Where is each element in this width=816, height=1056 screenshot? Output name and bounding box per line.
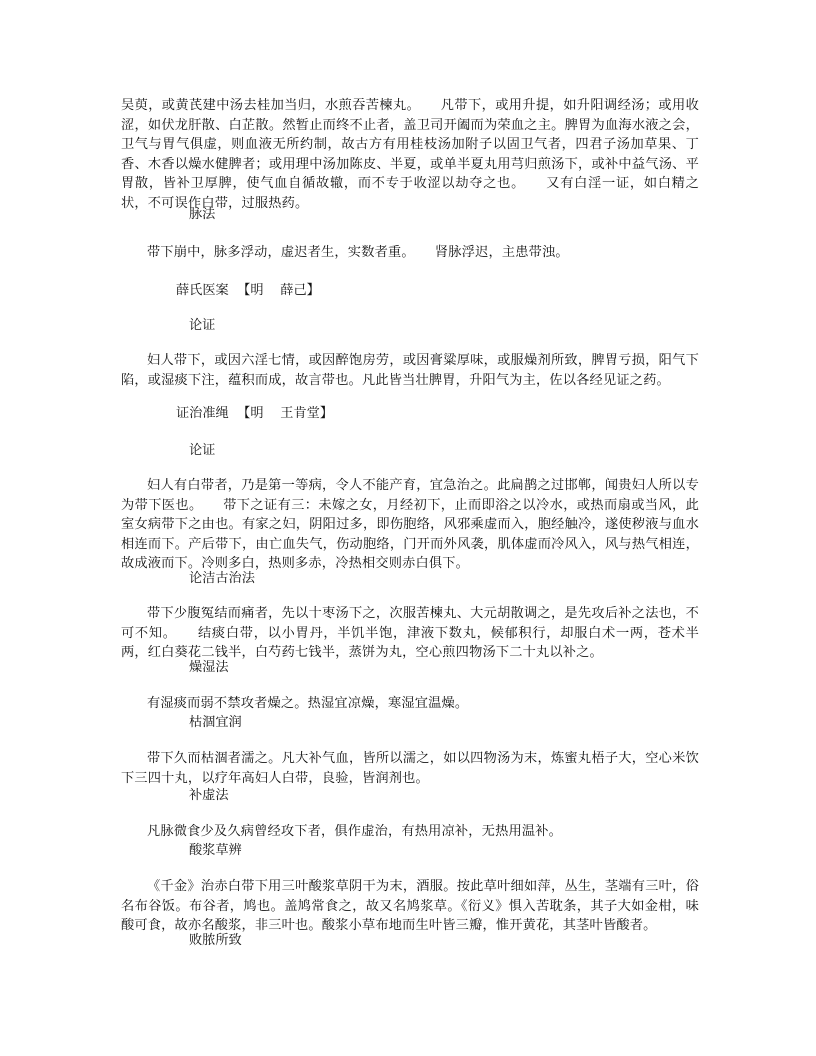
section-heading-maifa: 脉法 [189,207,216,222]
section-heading-jiegu: 论洁古治法 [189,571,255,586]
source-dynasty: 明 [250,406,264,421]
source-bracket-open: 【 [237,406,251,421]
section-heading-suanjiang: 酸浆草辨 [189,843,242,858]
source-title: 证治准绳 [176,406,229,421]
section-heading-kuhe: 枯涸宜润 [189,715,242,730]
source-title: 薛氏医案 [176,283,229,298]
section-heading-lunzheng-2: 论证 [189,443,216,458]
paragraph-jiegu: 带下少腹冤结而痛者，先以十枣汤下之，次服苦楝丸、大元胡散调之，是先攻后补之法也，不可不知。 结痰白带，以小胃丹，半饥半饱，津液下数丸，候郁积行，却服白术一两，苍术半两，红白葵花二钱半，白芍药七钱半，蒸饼为丸，空心煎四物汤下二十丸以补之。 [121,606,699,660]
paragraph-lunzheng-zhengzhi: 妇人有白带者，乃是第一等病，令人不能产育，宜急治之。此扁鹊之过邯郸，闻贵妇人所以专为带下医也。 带下之证有三：未嫁之女，月经初下，止而即浴之以冷水，或热而扇或当风，此室女病带下之由也。有家之妇，阴阳过多，即伤胞络，风邪乘虚而入，胞经触冷，遂使秽液与血水相连而下。产后带下，由亡血失气，伤动胞络，门开而外风袭，肌体虚而冷风入，风与热气相连，故成液而下。冷则多白，热则多赤，冷热相交则赤白俱下。 [121,478,699,571]
paragraph-suanjiang: 《千金》治赤白带下用三叶酸浆草阴干为末，酒服。按此草叶细如萍，丛生，茎端有三叶，俗名布谷饭。布谷者，鸠也。盖鸠常食之，故又名鸠浆草。《衍义》惧入苦耽条，其子大如金柑，味酸可食，故亦名酸浆，非三叶也。酸浆小草布地而生叶皆三瓣，惟开黄花，其茎叶皆酸者。 [121,879,699,933]
source-author: 王肯堂 [280,406,320,421]
source-author: 薛己 [280,283,307,298]
paragraph-kuhe: 带下久而枯涸者濡之。凡大补气血，皆所以濡之，如以四物汤为末，炼蜜丸梧子大，空心米饮下三四十丸，以疗年高妇人白带，良验，皆润剂也。 [121,751,699,786]
section-heading-baifu: 败脓所致 [189,933,242,948]
source-bracket-close: 】 [319,406,334,421]
paragraph-buxu: 凡脉微食少及久病曾经攻下者，俱作虚治，有热用凉补，无热用温补。 [147,824,563,839]
section-heading-buxu: 补虚法 [189,788,229,803]
source-heading-zhengzhi [176,404,333,424]
paragraph-zaoshi: 有湿痰而弱不禁攻者燥之。热湿宜凉燥，寒湿宜温燥。 [147,696,469,711]
section-heading-lunzheng-1: 论证 [189,318,216,333]
source-heading-xueshi [176,281,320,301]
source-bracket-close: 】 [306,283,320,298]
source-bracket-open: 【 [237,283,251,298]
paragraph-zhifa-continued: 吴萸，或黄芪建中汤去桂加当归，水煎吞苦楝丸。 凡带下，或用升提，如升阳调经汤；或用收涩，如伏龙肝散、白芷散。然暂止而终不止者，盖卫司开阖而为荣血之主。脾胃为血海水液之会，卫气与胃气俱虚，则血液无所约制，故古方有用桂枝汤加附子以固卫气者，四君子汤加草果、丁香、木香以燥水健脾者；或用理中汤加陈皮、半夏，或单半夏丸用芎归煎汤下，或补中益气汤、平胃散，皆补卫厚脾，使气血自循故辙，而不专于收涩以劫夺之也。 又有白淫一证，如白精之状，不可误作白带，过服热药。 [121,98,699,211]
section-heading-zaoshi: 燥湿法 [189,660,229,675]
paragraph-maifa: 带下崩中，脉多浮动，虚迟者生，实数者重。 肾脉浮迟，主患带浊。 [147,245,569,260]
paragraph-lunzheng-xueshi: 妇人带下，或因六淫七情，或因醉饱房劳，或因膏粱厚味，或服燥剂所致，脾胃亏损，阳气下陷，或湿痰下注，蕴积而成，故言带也。凡此皆当壮脾胃，升阳气为主，佐以各经见证之药。 [121,353,699,388]
source-dynasty: 明 [250,283,264,298]
